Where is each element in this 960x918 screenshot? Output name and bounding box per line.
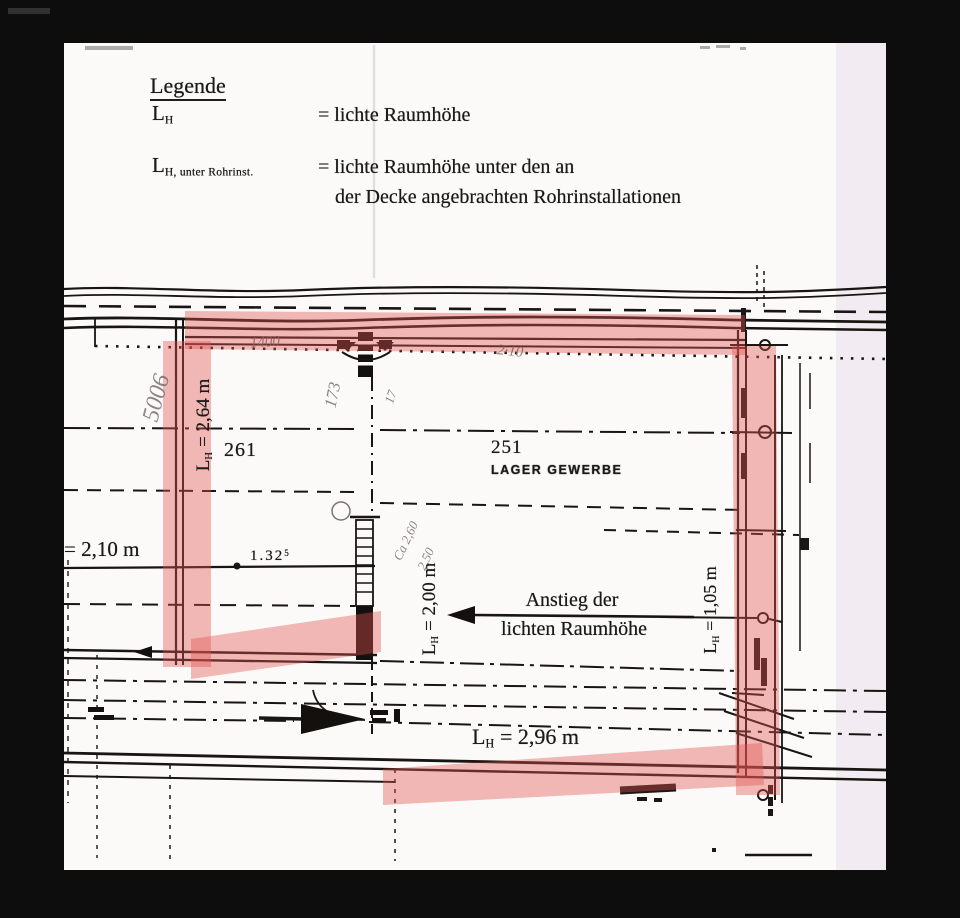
anstieg-note-line1: Anstieg der — [525, 589, 619, 611]
scan-artifact — [8, 8, 50, 14]
document-page — [64, 43, 886, 870]
height-label-bottom: $L_H = 2,96$ m — [472, 724, 580, 751]
legend-symbol-lh: $L_H$ — [152, 101, 174, 127]
legend-symbol-lh-rohr: $L_{H, unter Rohrinst.}$ — [152, 153, 254, 179]
dim-210: = 2,10 m — [64, 537, 140, 561]
handwriting-1400: 1400 — [249, 333, 281, 352]
tiny-print-marks — [85, 45, 746, 50]
handwriting-5006: 5006 — [137, 371, 176, 425]
highlight-band-diagonal — [191, 611, 381, 679]
handwriting-250: 2,50 — [413, 545, 438, 573]
height-label-left-wall: $L_H = 2,64$ m — [192, 378, 216, 472]
highlight-band-bottom — [383, 743, 764, 805]
room-number-right: 251 — [491, 437, 523, 458]
room-type-right: LAGER GEWERBE — [491, 463, 623, 477]
handwriting-17: 17 — [381, 388, 400, 406]
handwriting-173: 173 — [320, 380, 345, 410]
anstieg-note-line2: lichten Raumhöhe — [500, 618, 648, 640]
measure-line-210 — [64, 566, 375, 568]
legend-desc-lh-rohr-1: = lichte Raumhöhe unter den an — [318, 156, 575, 178]
highlight-band-right — [732, 346, 780, 795]
handwriting-210: 2·10 — [496, 342, 524, 361]
handwriting-ca260: Ca 2,60 — [390, 518, 422, 563]
legend-desc-lh: = lichte Raumhöhe — [318, 104, 471, 126]
site-boundary-line — [64, 287, 886, 292]
height-label-center: $L_H = 2,00$ m — [418, 562, 442, 656]
legend-title: Legende — [150, 73, 226, 99]
legend-desc-lh-rohr-2: der Decke angebrachten Rohrinstallationen — [335, 186, 681, 208]
height-label-right-wall: $L_H = 1,05$ m — [700, 566, 722, 654]
room-number-left: 261 — [224, 439, 257, 461]
dim-1325: 1.32$^5$ — [250, 548, 291, 565]
